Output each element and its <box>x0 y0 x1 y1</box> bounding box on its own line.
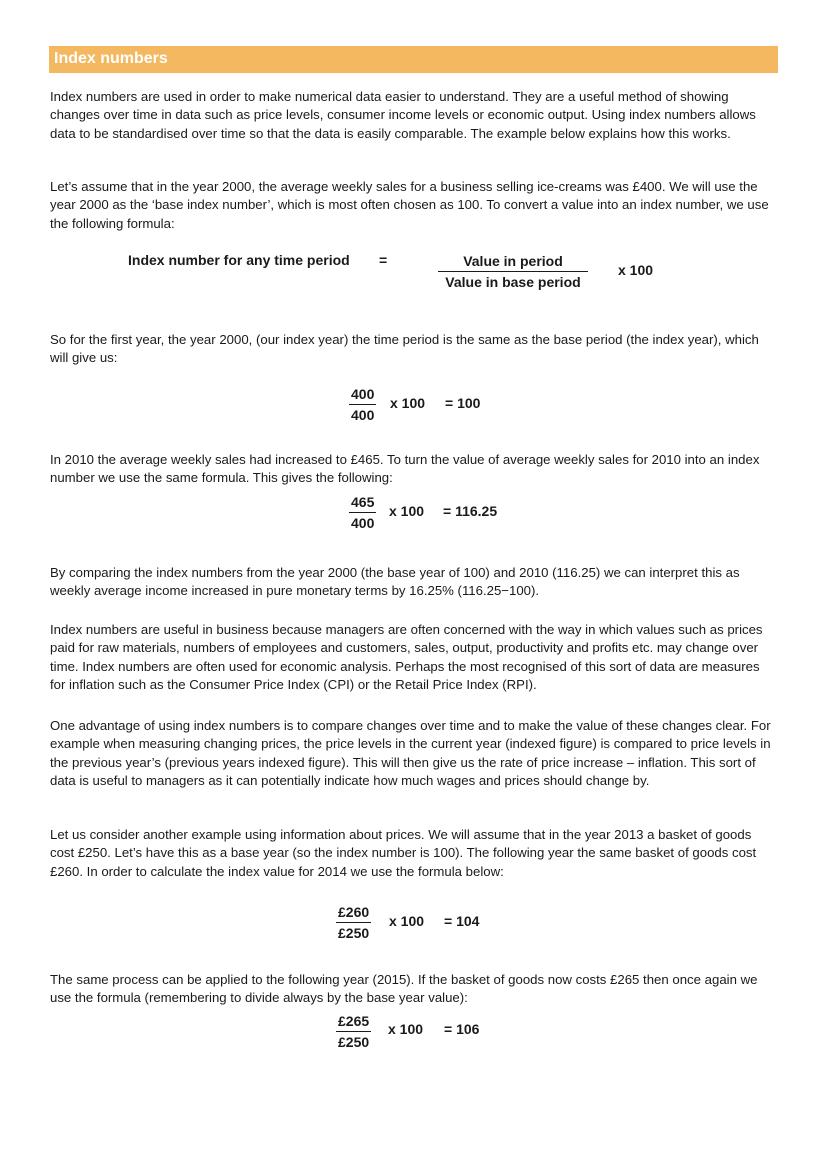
denominator: 400 <box>351 515 375 531</box>
result: = 106 <box>444 1021 480 1037</box>
example-fraction <box>336 904 371 941</box>
example-fraction <box>336 1013 371 1050</box>
paragraph-intro: Index numbers are used in order to make numerical data easier to understand. They are a useful method of showing changes over time in data such as price levels, consumer income levels or economic output. Using index numbers allows data to be standardised over time so that the data is easily comparable. The example below explains how this works. <box>50 89 756 141</box>
denominator: £250 <box>338 925 370 941</box>
formula-equals: = <box>379 252 388 268</box>
example-fraction <box>349 386 376 423</box>
formula-denominator: Value in base period <box>445 274 581 290</box>
multiplier: x 100 <box>389 503 425 519</box>
paragraph-assumption: Let’s assume that in the year 2000, the average weekly sales for a business selling ice-creams was £400. We will use the year 2000 as the ‘base index number’, which is most often chosen as 100. To convert a value into an index number, we use the following formula: <box>50 179 769 231</box>
result: = 104 <box>444 913 480 929</box>
section-title: Index numbers <box>54 50 168 67</box>
multiplier: x 100 <box>388 1021 424 1037</box>
result: = 116.25 <box>443 503 498 519</box>
paragraph-prices-example: Let us consider another example using information about prices. We will assume that in the year 2013 a basket of goods cost £250. Let’s have this as a base year (so the index number is 100). The following year the same basket of goods cost £260. In order to calculate the index value for 2014 we use the formula below: <box>50 827 757 879</box>
multiplier: x 100 <box>389 913 425 929</box>
formula-label: Index number for any time period <box>128 252 350 268</box>
denominator: 400 <box>351 407 375 423</box>
numerator: £265 <box>336 1013 371 1032</box>
paragraph-usefulness: Index numbers are useful in business because managers are often concerned with the way in which values such as prices paid for raw materials, numbers of employees and customers, sales, output, productivity and profits etc. may change over time. Index numbers are often used for economic analysis. Perhaps the most recognised of this sort of data are measures for inflation such as the Consumer Price Index (CPI) or the Retail Price Index (RPI). <box>50 622 763 692</box>
numerator: £260 <box>336 904 371 923</box>
example-fraction <box>349 494 376 531</box>
formula-numerator: Value in period <box>438 253 588 272</box>
paragraph-advantage: One advantage of using index numbers is to compare changes over time and to make the value of these changes clear. For example when measuring changing prices, the price levels in the current year (indexed figure) is compared to price levels in the previous year’s (previous years indexed figure). This will then give us the rate of price increase – inflation. This sort of data is useful to managers as it can potentially indicate how much wages and prices should change by. <box>50 718 771 788</box>
numerator: 465 <box>349 494 376 513</box>
paragraph-comparison: By comparing the index numbers from the year 2000 (the base year of 100) and 2010 (116.25) we can interpret this as weekly average income increased in pure monetary terms by 16.25% (116.25−100). <box>50 565 740 599</box>
multiplier: x 100 <box>390 395 426 411</box>
numerator: 400 <box>349 386 376 405</box>
paragraph-first-year: So for the first year, the year 2000, (our index year) the time period is the same as the base period (the index year), which will give us: <box>50 332 759 366</box>
paragraph-2015: The same process can be applied to the following year (2015). If the basket of goods now costs £265 then once again we use the formula (remembering to divide always by the base year value): <box>50 972 758 1006</box>
result: = 100 <box>445 395 481 411</box>
denominator: £250 <box>338 1034 370 1050</box>
paragraph-2010: In 2010 the average weekly sales had increased to £465. To turn the value of average weekly sales for 2010 into an index number we use the same formula. This gives the following: <box>50 452 760 486</box>
formula-multiplier: x 100 <box>618 262 654 278</box>
formula-fraction <box>438 253 588 290</box>
section-header <box>49 46 778 73</box>
